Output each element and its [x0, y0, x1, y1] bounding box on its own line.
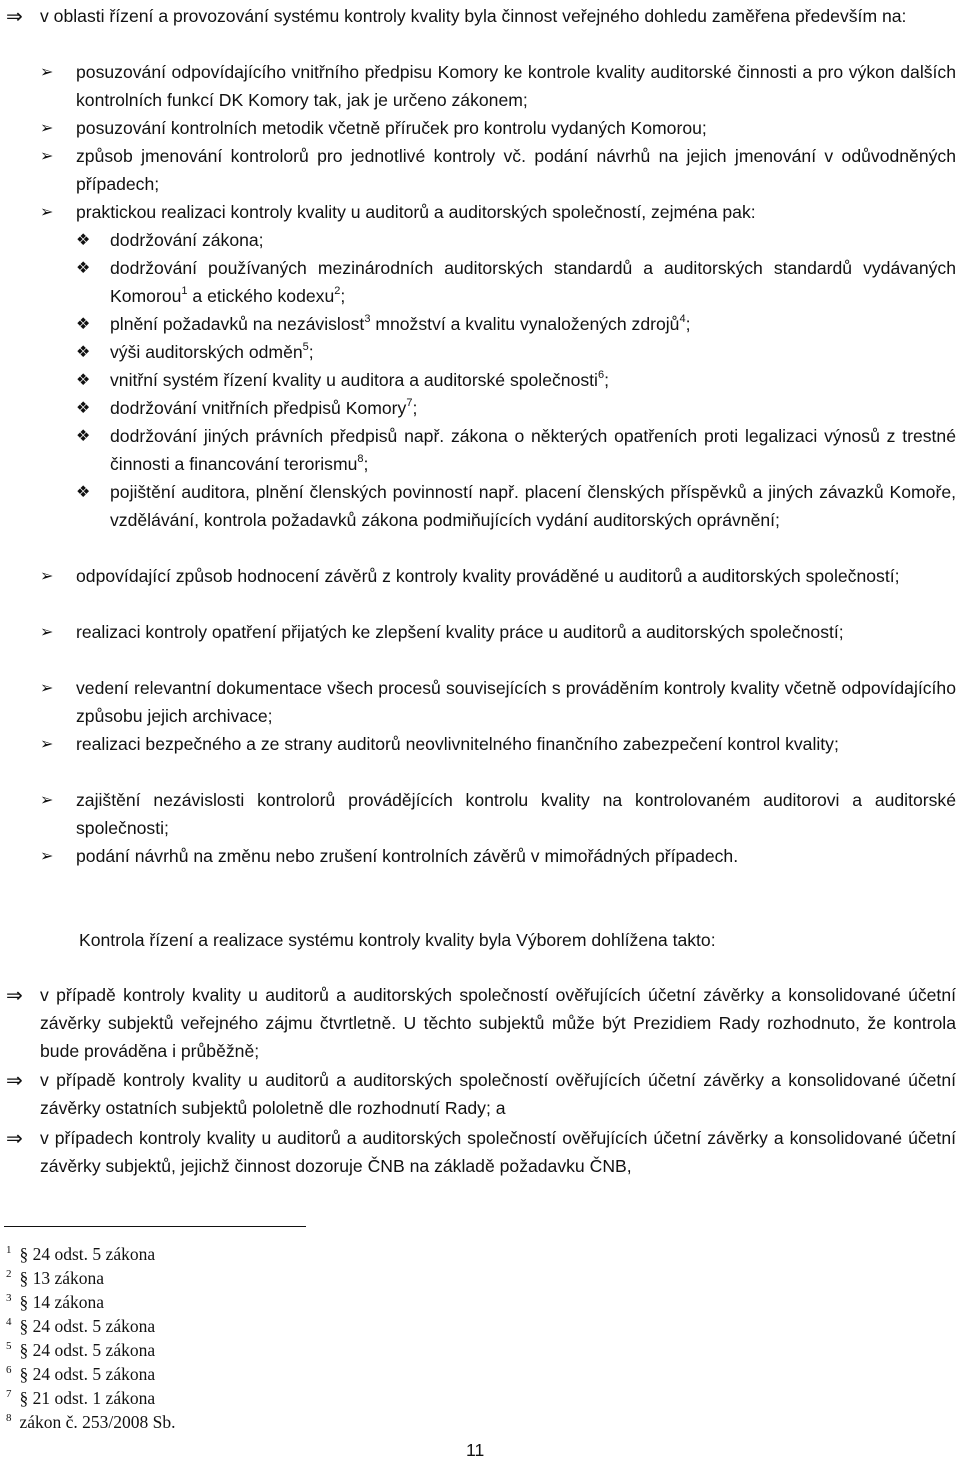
- arrowhead-bullet-icon: ➢: [40, 622, 54, 641]
- footnote: $^8$ zákon č. 253/2008 Sb.: [6, 1412, 176, 1432]
- arrowhead-bullet-icon: ➢: [40, 734, 54, 753]
- arrowhead-bullet-icon: ➢: [40, 202, 54, 221]
- sub-list-item-text: plnění požadavků na nezávislost$^3$ množství a kvalitu vynaložených zdrojů$^4$;: [110, 313, 691, 334]
- list-item-text: praktickou realizaci kontroly kvality u auditorů a auditorských společností, zejména pak:: [76, 202, 756, 222]
- footnote-ref: 2: [334, 285, 341, 298]
- footnote-ref: 4: [679, 313, 686, 326]
- arrowhead-bullet-icon: ➢: [40, 846, 54, 865]
- section-heading: Kontrola řízení a realizace systému kontroly kvality byla Výborem dohlížena takto:: [79, 930, 716, 950]
- sub-list-item-text: pojištění auditora, plnění členských povinností např. placení členských příspěvků a jiných závazků Komoře, vzdělávání, kontrola požadavků zákona podmiňujících vydání auditorských oprávnění;: [110, 482, 956, 530]
- sub-list-item-text: dodržování používaných mezinárodních auditorských standardů a auditorských standardů vydávaných Komorou$^1$ a etického kodexu$^2$;: [110, 258, 956, 306]
- footnote: $^7$ § 21 odst. 1 zákona: [6, 1388, 156, 1408]
- arrowhead-bullet-icon: ➢: [40, 118, 54, 137]
- sub-list-item-text: výši auditorských odměn$^5$;: [110, 341, 314, 362]
- page-number: 11: [466, 1440, 485, 1460]
- list-item-text: podání návrhů na změnu nebo zrušení kontrolních závěrů v mimořádných případech.: [76, 846, 739, 866]
- list-item-text: vedení relevantní dokumentace všech procesů souvisejících s prováděním kontroly kvality včetně odpovídajícího způsobu jejich archivace;: [76, 678, 956, 726]
- footnote-divider: [4, 1226, 306, 1227]
- footnote: $^4$ § 24 odst. 5 zákona: [6, 1316, 156, 1336]
- footnote-ref: 7: [406, 397, 413, 410]
- footnote: $^1$ § 24 odst. 5 zákona: [6, 1244, 156, 1264]
- list-item-text: v případě kontroly kvality u auditorů a auditorských společností ověřujících účetní závěrky a konsolidované účetní závěrky ostatních subjektů pololetně dle rozhodnutí Rady; a: [40, 1070, 956, 1118]
- list-item-text: zajištění nezávislosti kontrolorů provádějících kontrolu kvality na kontrolovaném auditorovi a auditorské společnosti;: [76, 790, 956, 838]
- diamond-bullet-icon: ❖: [76, 314, 91, 333]
- list-item-text: způsob jmenování kontrolorů pro jednotlivé kontroly vč. podání návrhů na jejich jmenování v odůvodněných případech;: [76, 146, 956, 194]
- diamond-bullet-icon: ❖: [76, 482, 91, 501]
- sub-list-item-text: dodržování zákona;: [110, 230, 264, 250]
- diamond-bullet-icon: ❖: [76, 370, 91, 389]
- double-arrow-icon: ⇒: [6, 1126, 23, 1150]
- double-arrow-icon: ⇒: [6, 983, 23, 1007]
- diamond-bullet-icon: ❖: [76, 258, 91, 277]
- arrowhead-bullet-icon: ➢: [40, 678, 54, 697]
- footnote: $^2$ § 13 zákona: [6, 1268, 105, 1288]
- arrowhead-bullet-icon: ➢: [40, 62, 54, 81]
- sub-list-item-text: vnitřní systém řízení kvality u auditora a auditorské společnosti$^6$;: [110, 369, 609, 390]
- list-item-text: realizaci bezpečného a ze strany auditorů neovlivnitelného finančního zabezpečení kontrol kvality;: [76, 734, 839, 754]
- diamond-bullet-icon: ❖: [76, 230, 91, 249]
- section-intro: v oblasti řízení a provozování systému kontroly kvality byla činnost veřejného dohledu zaměřena především na:: [40, 6, 907, 26]
- footnote-ref: 3: [364, 313, 371, 326]
- diamond-bullet-icon: ❖: [76, 398, 91, 417]
- footnote: $^3$ § 14 zákona: [6, 1292, 105, 1312]
- diamond-bullet-icon: ❖: [76, 426, 91, 445]
- footnote-ref: 1: [181, 285, 188, 298]
- footnote: $^5$ § 24 odst. 5 zákona: [6, 1340, 156, 1360]
- double-arrow-icon: ⇒: [6, 4, 23, 28]
- list-item-text: v případech kontroly kvality u auditorů a auditorských společností ověřujících účetní závěrky a konsolidované účetní závěrky subjektů, jejichž činnost dozoruje ČNB na základě požadavku ČNB,: [40, 1128, 956, 1176]
- diamond-bullet-icon: ❖: [76, 342, 91, 361]
- footnote-ref: 6: [597, 369, 605, 382]
- list-item-text: v případě kontroly kvality u auditorů a auditorských společností ověřujících účetní závěrky a konsolidované účetní závěrky subjektů veřejného zájmu čtvrtletně. U těchto subjektů může být Prezidiem Rady rozhodnuto, že kontrola bude prováděna i průběžně;: [40, 985, 956, 1061]
- list-item-text: odpovídající způsob hodnocení závěrů z kontroly kvality prováděné u auditorů a auditorských společností;: [76, 566, 900, 586]
- footnote-ref: 8: [357, 453, 364, 466]
- arrowhead-bullet-icon: ➢: [40, 146, 54, 165]
- double-arrow-icon: ⇒: [6, 1068, 23, 1092]
- list-item-text: realizaci kontroly opatření přijatých ke zlepšení kvality práce u auditorů a auditorských společností;: [76, 622, 844, 642]
- list-item-text: posuzování odpovídajícího vnitřního předpisu Komory ke kontrole kvality auditorské činnosti a pro výkon dalších kontrolních funkcí DK Komory tak, jak je určeno zákonem;: [76, 62, 956, 110]
- sub-list-item-text: dodržování vnitřních předpisů Komory$^7$;: [110, 397, 418, 418]
- footnote: $^6$ § 24 odst. 5 zákona: [6, 1364, 156, 1384]
- footnote-ref: 5: [302, 341, 309, 354]
- sub-list-item-text: dodržování jiných právních předpisů např. zákona o některých opatřeních proti legalizaci výnosů z trestné činnosti a financování terorismu$^8$;: [110, 426, 956, 474]
- arrowhead-bullet-icon: ➢: [40, 566, 54, 585]
- list-item-text: posuzování kontrolních metodik včetně příruček pro kontrolu vydaných Komorou;: [76, 118, 707, 138]
- arrowhead-bullet-icon: ➢: [40, 790, 54, 809]
